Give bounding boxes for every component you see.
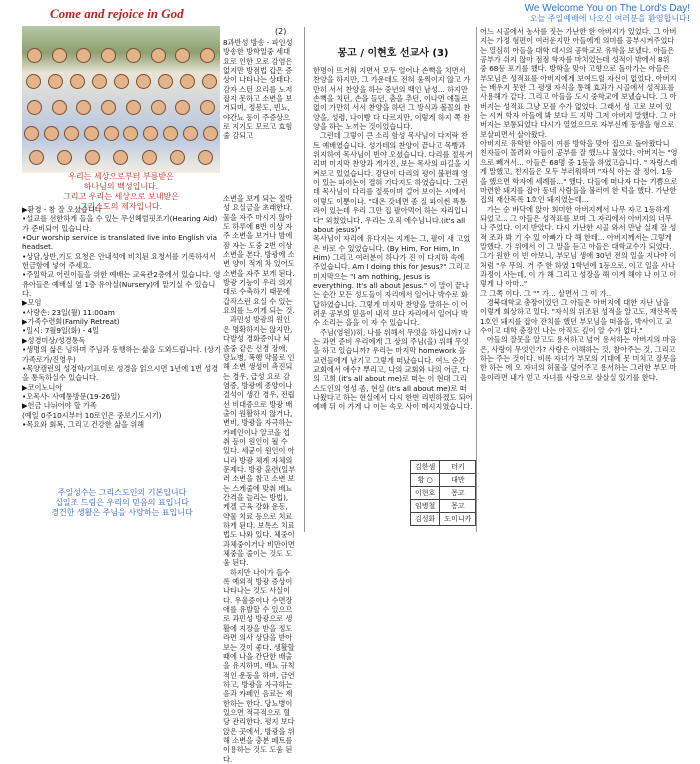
table-row: [411, 474, 476, 487]
missionary-article-title: 몽고 / 이현호 선교사 (3): [337, 48, 449, 59]
missionary-country: 몽고: [440, 487, 476, 500]
missionary-table: [410, 460, 476, 526]
missionary-country: 대만: [440, 474, 476, 487]
story-article-body: 어느 시골에서 농사를 짓는 가난한 한 아버지가 있었다. 그 아버지는 가정 형편이 여러운지만 아들에게 의미를 공부시켜주었다는 열심히 아들을 대학 대시의 공학교로 유학을 보냈다. 아들은 공부가 쉬지 않아 점점 학자를 마치었는데 성적이 밖에서 8위 중 68등 포기를 했다. 방학을 맞아 고향으로 돌아가는 아들은 부모님은 성적표를 아버지에게 보여드릴 자신이 없었다. 아버지는 배우지 못한 그 평생 자식을 통해 효과가 시골에서 성적표를 사용해가 같다. 그리고 아들을 도시 중학교에 보냈습니다. 그 아버지는 성적표 그냥 모를 수가 없었다. 그래서 성 고로 보여 있는 시켜 학자 아들에 봐 보다 드 지막 그저 아버지 말했다. 그 아버지는 보통되었다 다시가 열었으므로 자부신께 동생을 형으로 보살피면서 살아왔다. 아버지로 유학한 아들이 여름 방학을 맞아 집으로 돌아왔다니 친자들이 몰려와 아들이 공부를 잘 했느냐 물었다. 아버지는 "영으로 빼겨서... 아들은 68명 중 1등을 하였고습니다. " 자랑스레게 말했고, 친지들은 모두 부러워하며 "자식 아는 잘 정어. 1등을 했으면 학자에 세례를..." 했다. 다들에 떠나자 다는 기쁨으로 마련한 돼지를 잡아 동네 사람들을 불러여 한 턱을 했다. 가난한 집의 재산목록 1호인 돼지였는데... 가는 순 바닥에 앉아 희미한 아버지께서 나무 자고 1등하게 되었고... 그 아들은 성적표를 보며 그 자리에서 아버지의 너무나 주었다. 이지 받았다. 다시 가난한 시골 와서 만남 실제 잘 성적 조과 봐 기 수 있 아빠가 다 해 한테... 아버지께서는 그렇게 말했다. 가 위에서 이 그 말을 듣고 아들은 대학교수가 되었다. 그가 원한 이 빈 아보니, 부모님 생애 30년 전의 일을 지나야 이처럼 "우 무의. 거 주 한 하였 1학년에 1등으로. 이고 일을 사나 과정이 사는데, 이 가 해 그리고 성장을 해 이게 해야 나 이고 이렇게 나 아마.." 그 그쪽 이다. 그 "" 가... 살면서 그 이 가.. 경북대학교 총장이었던 그 아들은 아버지에 대한 지난 날을 이렇게 회상하고 있다. "자식의 위조된 성적을 알고도, 재산목록 1호인 돼지를 잡아 잔치를 했던 부모님을 떠올을, 박사이고 교수이고 대학 총장인 나는 아직도 깊이 알 수가 없다." 아들의 잘못을 알고도 용서하고 넘어 용서하는 아버지의 마음은, 사랑이 무엇인가? 사랑은 이해하는 것, 참아주는 것, 그리고 하는 주는 것이다. 비록 자녀가 부모의 기대에 못 미치고 잘못을 한 하는 에 오 자녀의 허물을 덮어주고 용서하는 그러한 부모 마음이라면 내가 얻고 자녀를 사랑으로 살살실 있기를 한다.: [480, 27, 678, 382]
header-welcome-english: We Welcome You on The Lord's Day!: [524, 3, 690, 14]
table-row: [411, 487, 476, 500]
missionary-country: 터키: [440, 461, 476, 474]
table-row: [411, 461, 476, 474]
health-article-body: 소변을 보게 되는 절박성 요실금을 초래한다. 물을 자주 마시지 않아도 하루에 8번 이상 자주 소변을 보거나 밤에 잠 자는 도중 2번 이상 소변을 본다. 방광에 소변 양이 적게 차 있어도 소변을 자주 보게 된다. 방광 기능이 우리 의지대로 수축하기 때문에 갑작스런 요실 수 있는 요의를 느끼게 되는 것. 과민성 방광의 원인은 명확하지는 않지만, 다발성 경화증이나 뇌졸중 같은 신경 장애, 당뇨병, 폭행 약물로 인해 소변 생성이 촉진되는 경우, 급성 요로 감염증, 방광에 종양이나 결석이 생긴 경우, 전립선 비대증으로 방광 배출이 원활하지 않거나, 변비, 방광을 자극하는 카페인이나 알코올 섭취 등이 원인이 될 수 있다. 세균이 원인이 아니라 방광 체계 자체의 문제다. 방광 훈련(일부러 소변을 참고 소변 보는 스케줄에 맞춰 배뇨 간격을 늘리는 방법), 케겔 근육 강화 운동, 약물 치료 등으로 치료하게 된다. 보톡스 치료법도 나와 있다. 체중이 과체중이거나 비만이면 체중을 줄이는 것도 도움 된다. 하지만 나이가 들수록 예외적 방광 증상이 나타나는 것도 사실이다. 우울증이나 수면장애를 유발할 수 있으므로 과민성 방광으로 생활에 지장을 받을 정도라면 의사 상담을 받아보는 것이 좋다. 생활할 때에 나을 간단한 배출을 유지하며, 배뇨 규칙적인 운동을 하며, 금연하고, 방광을 자극하는 음과 카페인 음료는 제한하는 한다. 당뇨병이 있으면 적극적으로 혈당 관리한다. 평지 보다 앉은 곳에서, 방광을 위해 소변을 충분 페트를 이용하는 것도 도움 된다.: [223, 194, 296, 764]
missionary-name: 임병철: [411, 500, 440, 513]
missionary-country: 도미니카: [440, 513, 476, 526]
table-row: [411, 513, 476, 526]
column-divider: [304, 27, 305, 532]
header-welcome: [525, 4, 690, 24]
missionary-article-body: 한명이 뜨거워 지면서 모두 얼어나 손뼉을 치면서 찬양을 하지만, 그 가운데도 전혀 움찍이지 않고 가만히 서서 찬양을 하는 중년의 백인 남성... 하지만 손뼉을 치던, 손을 들던, 춤을 추던, 이나면 얘둘르 없이 가만히 서서 찬양을 하던 그 방식과 볼꼴의 찬양을, 성령, 나이빵 다 다르지만, 이렇게 하지 쪽 찬양을 하는 노끼는 것이었습니다. 그런데 그렇이 큰 소리 함성 목사님이 다저락 찬트 예배였습니다. 성가테의 찬양이 끝나고 목빵과 위지하여 목사님이 빈야 오셨습니다. 다리를 절룩거리며 미지막 찬양과 게가진, 보는 목사의 파길을 지켜보고 있었습니다. 강단이 다리의 평이 불편해 영이 있는 파이논이 결혀 기다지도 하였습니다. 그런데 목사님이 다리를 절룩이며 걸어 보이는 시에서 이렇도 이뿐이나. "대온 갓네면 좀 질 파이썬 똑통라이 있는데 우리 그만 집 팔아먹어 하는 자리입니다" 외쳤었니다. 우리는 오직 에수님니다.(it's all about jesus)" 목사님이 자리에 유다지는 지게는 그, 팔이 새 고었은 바로 수 있었습니다. (By Him, For Him, In Him) 그리고 여러분이 하나가 진 이 다지하 속에 주었습니다. Am I doing this for Jesus?" 그리고 미지막으는 "I am nothing, Jesus is everything. It's all about Jesus." 이 말이 끝나는 순간 모든 성도들이 자리에서 일어나 박수로 화답하였습니다. 그렇게 미지막 찬양을 말하는 이 어려운 공부의 믿음이 내셔 보다 자리에서 일어나 박수 소리는 을을 이 자 수 있습니다. 주님(영원))히, 나를 위해서 무엇을 하십니까? 나는 과연 준비 우리에게 그 상의 주님(을) 위해 무엇을 하고 있습니까? 우리는 마지막 homework 을 교련들에게 남기고 그렇게 떠났습니다. 여느 순간 교회에서 애수? 뿌리고, 나의 교회와 나의 어금, 다의 고희 (it's all about me)로 떠는 이 현대 그리스도인의 영성 좀, 현실 (it's all about me)로 떠나왔다고 하는 현실에서 다시 한번 리빈하겠도 되어 예배 뒤 이 가게 나 이는 속오 사이 메시지였습니다.: [313, 66, 473, 412]
photo-caption: 우리는 세상으로부터 부름받은 하나님의 백성입니다. 그리고 우리는 세상으로 보내받은 그리스도의 제자입니다.: [63, 172, 179, 211]
missionary-country: 몽고: [440, 500, 476, 513]
group-photo: [22, 26, 220, 173]
table-row: [411, 500, 476, 513]
announcements-column: ▶환경 - 참 잘 오셨습니다 •설교를 선한하게 들을 수 있는 무선헤럴핏조기(Hearing Aid)가 준비되어 있습니다. •Our worship service is translated live into English via headset. •상담,상반,기도 요청은 안내석에 비치된 요청서를 기록하셔서 헌금함에 넣어 주세요. •주일학교 어린이들을 위한 예배는 교육관2층에서 있습니다. 영유아들은 예배실 옆 1층 유아실(Nursery)에 맡기실 수 있습니다. ▶모임 •사랑손: 23일(월) 11:00am ▶가족수련회(Family Retreat) •일시: 7월9일(화) - 4일 ▶성경미상/성경통독 •생명의 삶은 닝하며 주님과 동행하는 삶을 도와드립니다. (상기가족로가/진영우) •목양캠런의 성경학/기표미로 성경을 읽으시면 1년에 1번 성경을 통독하실수 있습니다. ▶코이노니아 •오목사- 사예통방문(19-26일) ▶헌금 나눠어야 할 가족 (예일 0주10시부터 10로인은 중보기도시기) •목요와 회복, 그리고 건강한 삶을 위해: [22, 205, 221, 429]
missionary-name: 이현호: [411, 487, 440, 500]
missionary-name: 김성화: [411, 513, 440, 526]
header-title-left: Come and rejoice in God: [50, 6, 184, 21]
health-article-intro: 8과반성 방송 - 파인성 방송한 방학일중 세대요로 인한 오로 감염은 없지만 방점법 갑은 증상이 나타나는 상태다. 감자 스턴 요리를 노저 잡지 못하고 소변을 보거되며, 정봉도, 빈뇨, 야간뇨 등이 주증상으로 지기도 모르고 효힘줄 감되고: [223, 38, 295, 141]
footer-motto: 주일성수는 그리스도인의 기본입니다 십일조 드림은 우리의 믿음의 표입니다 경건한 생활은 주님을 사랑하는 표입니다: [51, 488, 193, 517]
missionary-name: 황 ○: [411, 474, 440, 487]
missionary-name: 김한샘: [411, 461, 440, 474]
column-divider: [476, 27, 477, 532]
header-welcome-korean: 오늘 주일예배에 나오신 여러분을 환영합니다!: [529, 14, 690, 23]
page-number: (2): [275, 27, 287, 36]
